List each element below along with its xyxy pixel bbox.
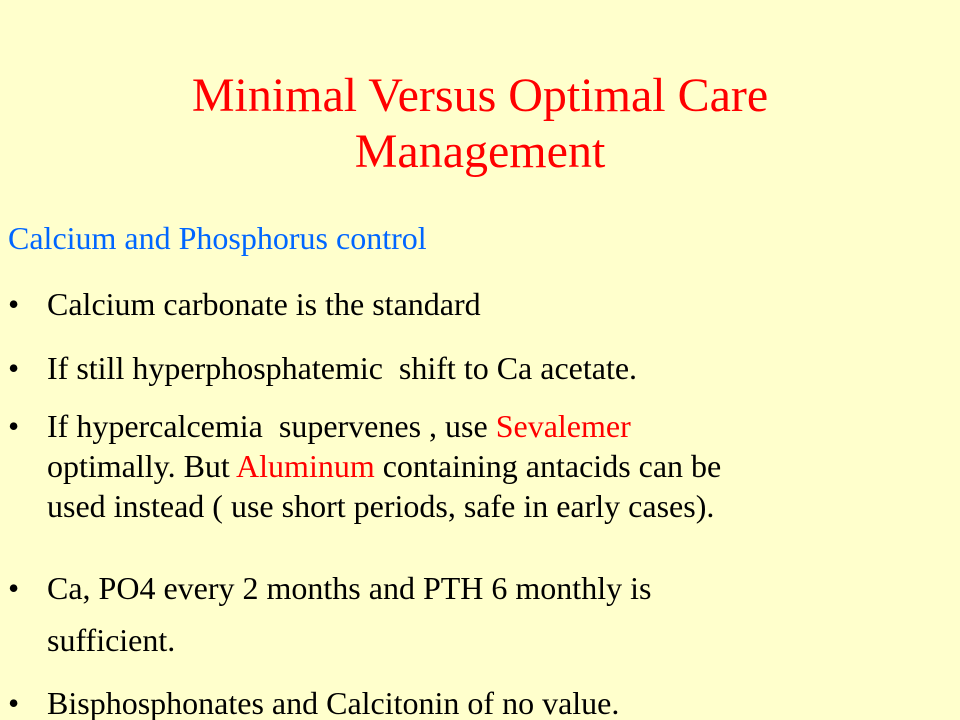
bullet-text: Calcium carbonate is the standard — [47, 286, 481, 322]
bullet-dot-icon: • — [8, 350, 20, 386]
bullet-dot-icon: • — [8, 570, 20, 606]
slide-title-line-1: Minimal Versus Optimal Care — [191, 69, 769, 122]
drug-name-highlight: Aluminum — [236, 448, 375, 484]
bullet-text: Ca, PO4 every 2 months and PTH 6 monthly is — [47, 570, 652, 606]
bullet-text: If still hyperphosphatemic shift to Ca acetate. — [47, 350, 638, 386]
drug-name-highlight: Sevalemer — [495, 408, 631, 444]
bullet-item — [8, 683, 954, 720]
bullet-line — [8, 406, 954, 446]
bullet-text: optimally. But — [47, 448, 237, 484]
bullet-text: Bisphosphonates and Calcitonin of no value. — [47, 685, 620, 720]
bullet-text: If hypercalcemia supervenes , use — [47, 408, 496, 444]
bullet-text: sufficient. — [47, 622, 176, 658]
bullet-text: used instead ( use short periods, safe in early cases). — [47, 488, 715, 524]
bullet-dot-icon: • — [8, 286, 20, 322]
bullet-item — [8, 406, 954, 526]
bullet-dot-icon: • — [8, 685, 20, 720]
bullet-item — [8, 348, 954, 388]
slide-title — [0, 68, 960, 180]
slide-title-line-2: Management — [354, 125, 606, 178]
bullet-item — [8, 284, 954, 324]
bullet-text: containing antacids can be — [374, 448, 722, 484]
bullet-line — [8, 446, 954, 486]
bullet-item — [8, 568, 954, 660]
bullet-dot-icon: • — [8, 408, 20, 444]
section-subtitle: Calcium and Phosphorus control — [8, 220, 427, 256]
